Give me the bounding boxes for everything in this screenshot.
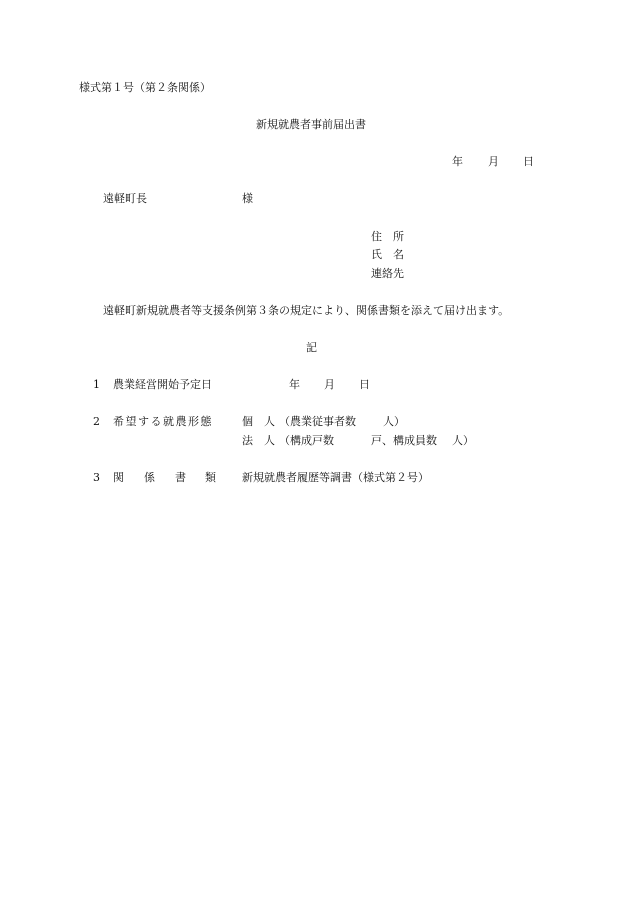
applicant-address-label: 住 所 <box>371 230 404 243</box>
body-text: 遠軽町新規就農者等支援条例第３条の規定により、関係書類を添えて届け出ます。 <box>103 304 510 317</box>
form-number: 様式第１号（第２条関係） <box>79 81 211 94</box>
item-1-label: 農業経営開始予定日 <box>113 378 212 391</box>
item-2-corporation-text3: 人） <box>452 434 474 447</box>
date-month: 月 <box>488 155 499 168</box>
addressee-name: 遠軽町長 <box>103 192 147 205</box>
item-2-individual-type: 個 人 <box>242 415 275 428</box>
item-3-label-char-2: 係 <box>144 471 155 484</box>
item-1-day: 日 <box>359 378 370 391</box>
item-2-corporation-type: 法 人 <box>242 434 275 447</box>
item-3-label-char-4: 類 <box>205 471 216 484</box>
item-3-label-char-1: 関 <box>113 471 124 484</box>
applicant-name-label: 氏 名 <box>371 248 404 261</box>
item-2-individual-text2: 人） <box>383 415 405 428</box>
item-2-number: 2 <box>93 415 100 428</box>
date-day: 日 <box>523 155 534 168</box>
item-2-individual-text1: （農業従事者数 <box>279 415 356 428</box>
date-year: 年 <box>452 155 463 168</box>
item-2-corporation-text1: （構成戸数 <box>279 434 334 447</box>
applicant-contact-label: 連絡先 <box>371 267 404 280</box>
item-1-year: 年 <box>289 378 300 391</box>
item-2-label: 希望する就農形態 <box>113 415 213 428</box>
item-2-corporation-text2: 戸、構成員数 <box>371 434 437 447</box>
item-1-number: 1 <box>93 378 100 391</box>
item-3-value: 新規就農者履歴等調書（様式第２号） <box>242 471 429 484</box>
item-1-month: 月 <box>324 378 335 391</box>
addressee-honorific: 様 <box>242 192 253 205</box>
item-3-number: 3 <box>93 471 100 484</box>
item-3-label-char-3: 書 <box>175 471 186 484</box>
ki-marker: 記 <box>306 341 317 354</box>
document-title: 新規就農者事前届出書 <box>256 118 366 131</box>
